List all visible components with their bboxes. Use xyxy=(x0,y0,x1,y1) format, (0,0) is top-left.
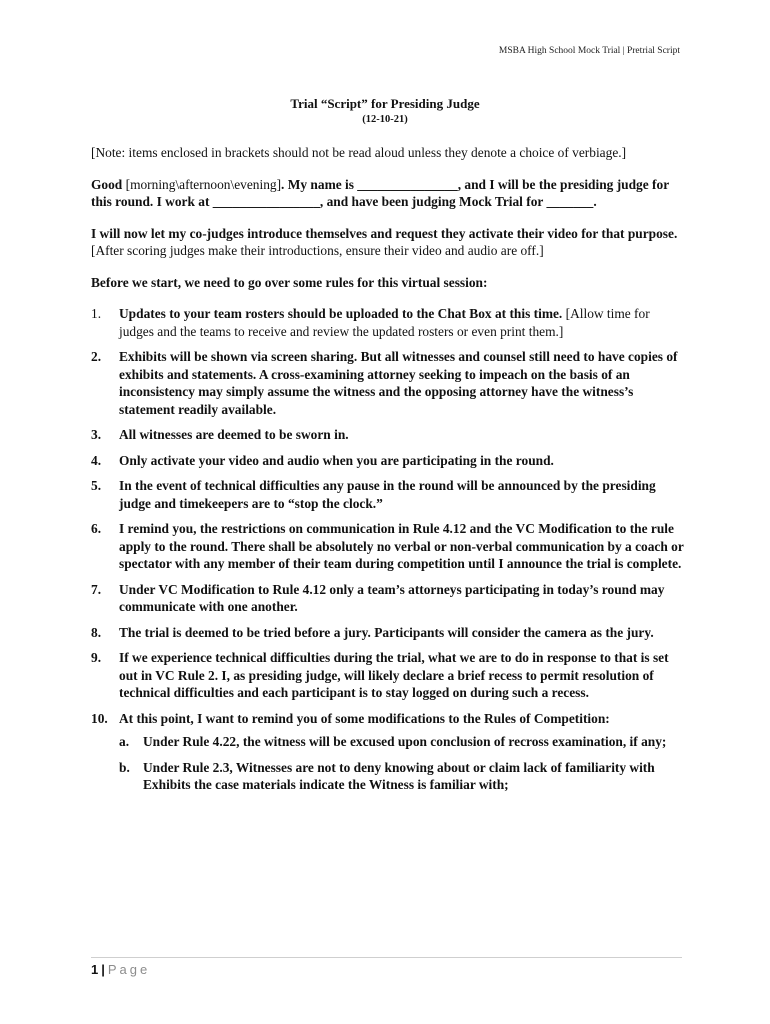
intro-time-choice: [morning\afternoon\evening] xyxy=(125,176,282,192)
subrule-text: Under Rule 4.22, the witness will be excused upon conclusion of recross examination, if any; xyxy=(143,734,667,749)
rule-extra: [Allow time for judges and the teams to receive and review the updated rosters or even print them.] xyxy=(119,306,650,339)
rule-item xyxy=(91,305,687,340)
rule-item xyxy=(91,452,687,470)
rules-intro: Before we start, we need to go over some rules for this virtual session: xyxy=(91,274,488,290)
footer-divider xyxy=(91,957,682,958)
rule-number: 5. xyxy=(91,478,102,493)
rule-text: Only activate your video and audio when you are participating in the round. xyxy=(119,452,554,468)
subrule-item xyxy=(119,733,687,751)
rule-number: 4. xyxy=(91,452,102,468)
rule-item xyxy=(91,520,687,573)
rule-number: 2. xyxy=(91,349,102,364)
document-body xyxy=(91,144,687,802)
page-footer xyxy=(91,962,150,977)
rules-list xyxy=(91,305,687,794)
rule-item xyxy=(91,348,687,418)
cojudges-instruction: [After scoring judges make their introductions, ensure their video and audio are off.] xyxy=(91,243,544,258)
rule-text: Exhibits will be shown via screen sharing. But all witnesses and counsel still need to have copies of exhibits and statements. A cross-examining attorney seeking to impeach on the basis of an inconsistency may simply assume the witness and the opposing attorney have the witness’s statement readily available. xyxy=(119,349,678,417)
rule-number: 6. xyxy=(91,521,102,536)
rule-text: Under VC Modification to Rule 4.12 only a team’s attorneys participating in today’s round may communicate with one another. xyxy=(119,581,665,614)
rule-item xyxy=(91,624,687,642)
rule-number: 7. xyxy=(91,581,102,597)
page-number: 1 xyxy=(91,962,99,977)
page-word: Page xyxy=(107,962,151,977)
rule-number: 3. xyxy=(91,427,102,442)
running-head: MSBA High School Mock Trial | Pretrial Script xyxy=(498,46,680,56)
rule-item xyxy=(91,581,687,616)
subrules-list xyxy=(119,733,687,794)
rule-number: 10. xyxy=(91,710,108,726)
rule-text: I remind you, the restrictions on communication in Rule 4.12 and the VC Modification to the rule apply to the round. There shall be absolutely no verbal or non-verbal communication by a coach or spectator with any member of their team during competition until I announce the trial is complete. xyxy=(119,521,684,571)
rule-item xyxy=(91,649,687,702)
rule-text: In the event of technical difficulties any pause in the round will be announced by the presiding judge and timekeepers are to “stop the clock.” xyxy=(119,478,656,511)
subrule-label: a. xyxy=(119,734,130,749)
rule-text: At this point, I want to remind you of some modifications to the Rules of Competition: xyxy=(119,710,610,726)
rule-number: 9. xyxy=(91,650,102,665)
cojudges-paragraph xyxy=(91,225,687,260)
subrule-item xyxy=(119,759,687,794)
rule-item xyxy=(91,710,687,794)
subrule-label: b. xyxy=(119,759,130,775)
rule-item xyxy=(91,426,687,444)
rule-item xyxy=(91,477,687,512)
intro-rest: . My name is _______________, and I will be the presiding judge for this round. I work at ________________, and have been judging Mock Trial for _______. xyxy=(91,176,669,209)
intro-paragraph xyxy=(91,176,687,211)
subrule-text: Under Rule 2.3, Witnesses are not to deny knowing about or claim lack of familiarity with Exhibits the case materials indicate the Witness is familiar with; xyxy=(143,759,655,792)
rule-text: The trial is deemed to be tried before a jury. Participants will consider the camera as the jury. xyxy=(119,624,654,640)
rule-text: Updates to your team rosters should be uploaded to the Chat Box at this time. xyxy=(119,306,563,321)
footer-separator: | xyxy=(101,962,105,977)
rule-text: If we experience technical difficulties during the trial, what we are to do in response to that is set out in VC Rule 2. I, as presiding judge, will likely declare a brief recess to permit resolution of technical difficulties and each participant is to stay logged on during such a recess. xyxy=(119,650,669,700)
rule-text: All witnesses are deemed to be sworn in. xyxy=(119,427,349,442)
document-title: Trial “Script” for Presiding Judge xyxy=(290,96,480,111)
rule-number: 8. xyxy=(91,624,102,640)
rule-number: 1. xyxy=(91,306,102,321)
cojudges-bold: I will now let my co-judges introduce themselves and request they activate their video for that purpose. xyxy=(91,225,678,241)
bracket-note: [Note: items enclosed in brackets should not be read aloud unless they denote a choice of verbiage.] xyxy=(91,145,627,160)
intro-good: Good xyxy=(91,176,126,192)
document-date: (12-10-21) xyxy=(362,114,408,125)
